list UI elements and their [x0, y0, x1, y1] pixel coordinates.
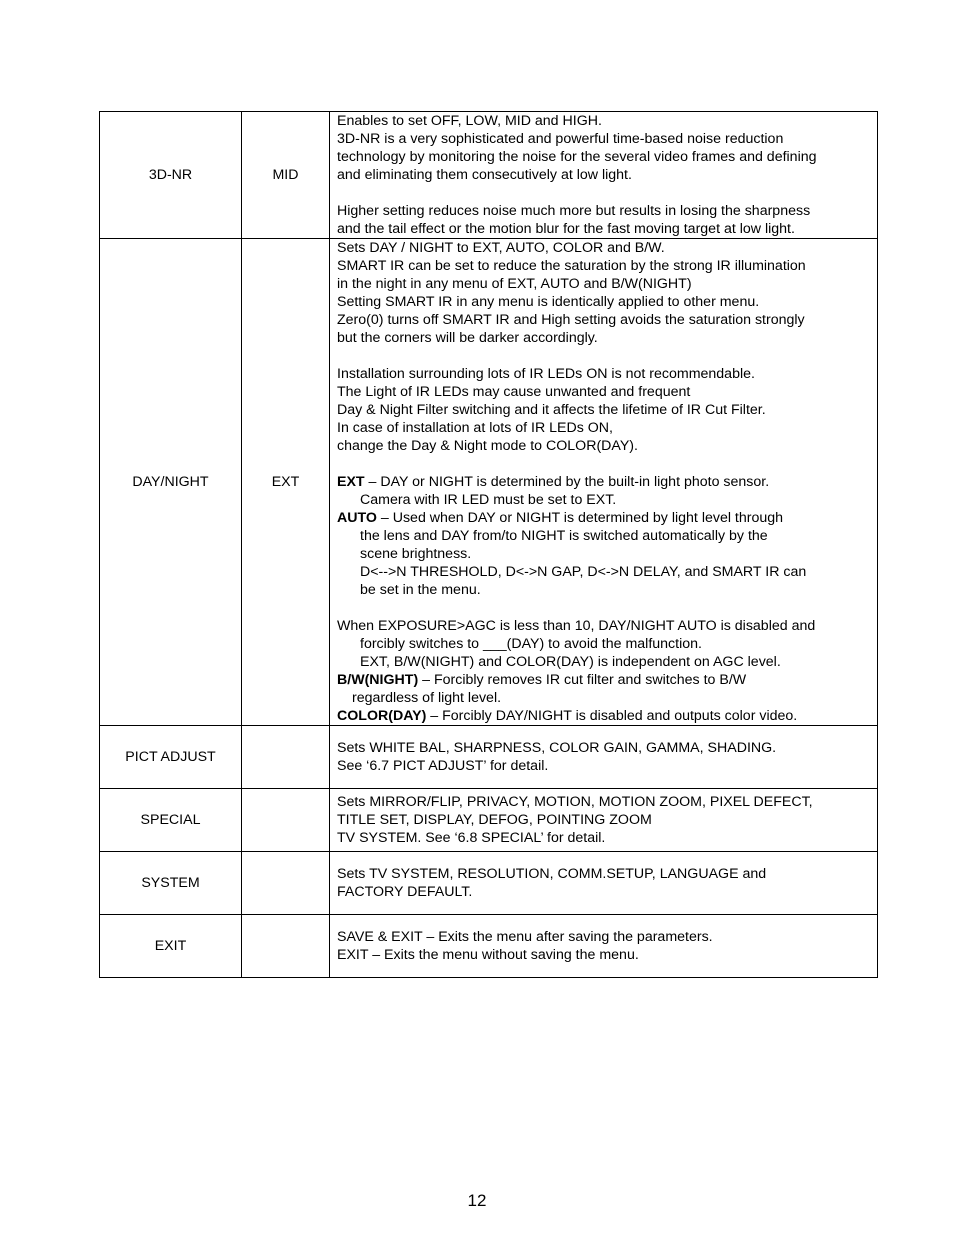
description-line: Setting SMART IR in any menu is identically applied to other menu. — [337, 294, 760, 310]
description-line: TV SYSTEM. See ‘6.8 SPECIAL’ for detail. — [337, 830, 606, 846]
description-line: EXT, B/W(NIGHT) and COLOR(DAY) is independent on AGC level. — [360, 654, 781, 670]
description-line: See ‘6.7 PICT ADJUST’ for detail. — [337, 758, 549, 774]
description-line — [337, 707, 871, 725]
table-row — [100, 915, 878, 978]
menu-item-name: EXIT — [100, 915, 242, 978]
table-row — [100, 852, 878, 915]
table-row — [100, 789, 878, 852]
menu-item-name: SPECIAL — [100, 789, 242, 852]
description-line: The Light of IR LEDs may cause unwanted and frequent — [337, 384, 691, 400]
menu-item-value — [242, 726, 330, 789]
blank-line — [337, 184, 871, 202]
description-line: Enables to set OFF, LOW, MID and HIGH. — [337, 113, 602, 129]
menu-item-name: 3D-NR — [100, 112, 242, 239]
menu-item-value: EXT — [242, 239, 330, 726]
blank-line — [337, 455, 871, 473]
description-line: FACTORY DEFAULT. — [337, 884, 473, 900]
mode-bw-term: B/W(NIGHT) — [337, 672, 419, 688]
mode-auto-text: – Used when DAY or NIGHT is determined by light level through — [376, 510, 784, 526]
description-line: In case of installation at lots of IR LEDs ON, — [337, 420, 613, 436]
description-line: TITLE SET, DISPLAY, DEFOG, POINTING ZOOM — [337, 812, 652, 828]
menu-item-name: DAY/NIGHT — [100, 239, 242, 726]
menu-item-description — [330, 239, 878, 726]
menu-item-value: MID — [242, 112, 330, 239]
menu-item-description — [330, 726, 878, 789]
description-line: SAVE & EXIT – Exits the menu after saving the parameters. — [337, 929, 713, 945]
description-line — [337, 473, 871, 491]
description-line: in the night in any menu of EXT, AUTO and B/W(NIGHT) — [337, 276, 692, 292]
description-line: regardless of light level. — [352, 690, 502, 706]
description-line: Camera with IR LED must be set to EXT. — [360, 492, 617, 508]
description-line: be set in the menu. — [360, 582, 481, 598]
menu-item-value — [242, 789, 330, 852]
menu-item-description — [330, 112, 878, 239]
description-line: and eliminating them consecutively at low light. — [337, 167, 632, 183]
description-line: Higher setting reduces noise much more but results in losing the sharpness — [337, 203, 811, 219]
description-line: forcibly switches to ___(DAY) to avoid the malfunction. — [360, 636, 702, 652]
description-line: EXIT – Exits the menu without saving the menu. — [337, 947, 639, 963]
description-line: technology by monitoring the noise for the several video frames and defining — [337, 149, 817, 165]
description-line: When EXPOSURE>AGC is less than 10, DAY/NIGHT AUTO is disabled and — [337, 618, 816, 634]
description-line: Installation surrounding lots of IR LEDs ON is not recommendable. — [337, 366, 755, 382]
description-line: 3D-NR is a very sophisticated and powerful time-based noise reduction — [337, 131, 784, 147]
table-row — [100, 726, 878, 789]
blank-line — [337, 599, 871, 617]
description-line: D<-->N THRESHOLD, D<->N GAP, D<->N DELAY, and SMART IR can — [360, 564, 807, 580]
description-line: Sets WHITE BAL, SHARPNESS, COLOR GAIN, GAMMA, SHADING. — [337, 740, 777, 756]
table-row — [100, 112, 878, 239]
description-line: the lens and DAY from/to NIGHT is switched automatically by the — [360, 528, 768, 544]
description-line: Sets DAY / NIGHT to EXT, AUTO, COLOR and B/W. — [337, 240, 665, 256]
mode-ext-term: EXT — [337, 474, 365, 490]
description-line: Zero(0) turns off SMART IR and High setting avoids the saturation strongly — [337, 312, 805, 328]
menu-item-value — [242, 852, 330, 915]
menu-item-name: PICT ADJUST — [100, 726, 242, 789]
menu-item-value — [242, 915, 330, 978]
mode-bw-text: – Forcibly removes IR cut filter and switches to B/W — [418, 672, 747, 688]
mode-color-text: – Forcibly DAY/NIGHT is disabled and outputs color video. — [426, 708, 798, 724]
description-line: SMART IR can be set to reduce the saturation by the strong IR illumination — [337, 258, 806, 274]
page-number: 12 — [467, 1191, 487, 1210]
menu-item-description — [330, 852, 878, 915]
mode-ext-text: – DAY or NIGHT is determined by the built-in light photo sensor. — [364, 474, 770, 490]
menu-item-description — [330, 789, 878, 852]
menu-item-description — [330, 915, 878, 978]
description-line: Sets TV SYSTEM, RESOLUTION, COMM.SETUP, LANGUAGE and — [337, 866, 767, 882]
description-line: Day & Night Filter switching and it affects the lifetime of IR Cut Filter. — [337, 402, 766, 418]
menu-item-name: SYSTEM — [100, 852, 242, 915]
table-row — [100, 239, 878, 726]
description-line: and the tail effect or the motion blur for the fast moving target at low light. — [337, 221, 795, 237]
mode-color-term: COLOR(DAY) — [337, 708, 427, 724]
mode-auto-term: AUTO — [337, 510, 377, 526]
description-line — [337, 671, 871, 689]
description-line: but the corners will be darker accordingly. — [337, 330, 598, 346]
description-line: Sets MIRROR/FLIP, PRIVACY, MOTION, MOTION ZOOM, PIXEL DEFECT, — [337, 794, 813, 810]
menu-settings-table — [99, 111, 878, 978]
description-line: change the Day & Night mode to COLOR(DAY). — [337, 438, 638, 454]
description-line: scene brightness. — [360, 546, 472, 562]
blank-line — [337, 347, 871, 365]
description-line — [337, 509, 871, 527]
